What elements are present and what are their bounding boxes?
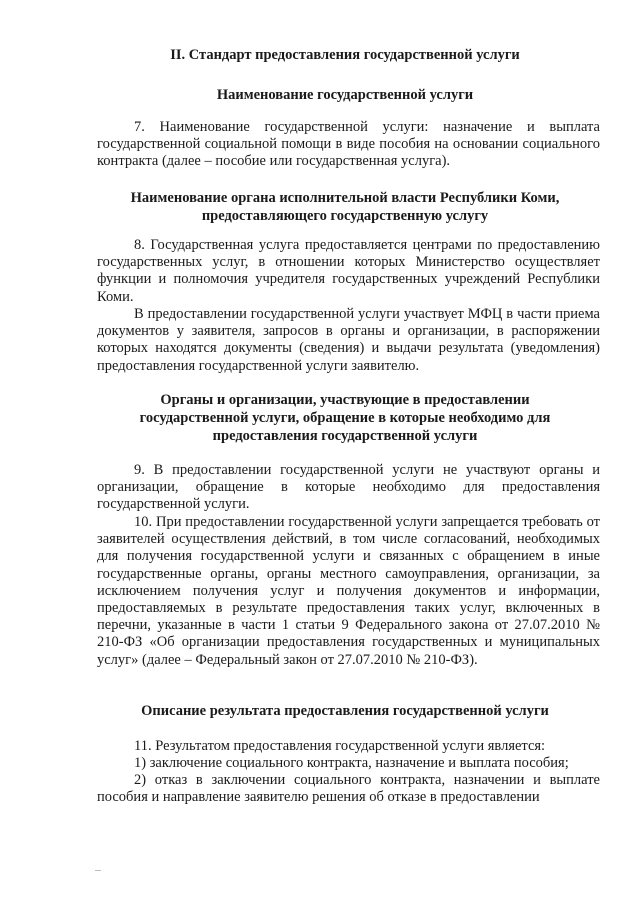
paragraph-7: 7. Наименование государственной услуги: назначение и выплата государственной социальной помощи в виде пособия на основании социального контракта (далее – пособие или государственная услуга). xyxy=(97,119,600,170)
heading-participating-organizations: Органы и организации, участвующие в предоставлении государственной услуги, обращение в которые необходимо для предоставления государственной услуги xyxy=(139,392,551,444)
heading-service-name: Наименование государственной услуги xyxy=(216,87,474,103)
paragraph-8-mfc: В предоставлении государственной услуги участвует МФЦ в части приема документов у заявителя, запросов в органы и организации, в распоряжении которых находятся документы (сведения) и выдачи результата (уведомления) предоставления государственной услуги заявителю. xyxy=(97,306,600,374)
section-title: II. Стандарт предоставления государственной услуги xyxy=(170,47,520,63)
paragraph-11: 11. Результатом предоставления государственной услуги является: xyxy=(134,738,546,754)
list-item-1: 1) заключение социального контракта, назначение и выплата пособия; xyxy=(134,755,569,771)
paragraph-8: 8. Государственная услуга предоставляется центрами по предоставлению государственных услуг, в отношении которых Министерство осуществляет функции и полномочия учредителя государственных учреждений Республики Коми. xyxy=(97,237,600,305)
paragraph-10: 10. При предоставлении государственной услуги запрещается требовать от заявителей осуществления действий, в том числе согласований, необходимых для получения государственной услуги и связанных с обращением в иные государственные органы, органы местного самоуправления, организации, за исключением получения услуг и получения документов и информации, предоставляемых в результате предоставления таких услуг, включенных в перечни, указанные в части 1 статьи 9 Федерального закона от 27.07.2010 № 210-ФЗ «Об организации предоставления государственных и муниципальных услуг» (далее – Федеральный закон от 27.07.2010 № 210-ФЗ). xyxy=(97,514,600,668)
heading-executive-body: Наименование органа исполнительной власти Республики Коми, предоставляющего государственную услугу xyxy=(130,190,560,224)
list-item-2: 2) отказ в заключении социального контракта, назначении и выплате пособия и направление заявителю решения об отказе в предоставлении xyxy=(97,772,600,806)
heading-result-description: Описание результата предоставления государственной услуги xyxy=(141,703,549,719)
scan-mark xyxy=(95,870,101,871)
paragraph-9: 9. В предоставлении государственной услуги не участвуют органы и организации, обращение в которые необходимо для предоставления государственной услуги. xyxy=(97,462,600,513)
